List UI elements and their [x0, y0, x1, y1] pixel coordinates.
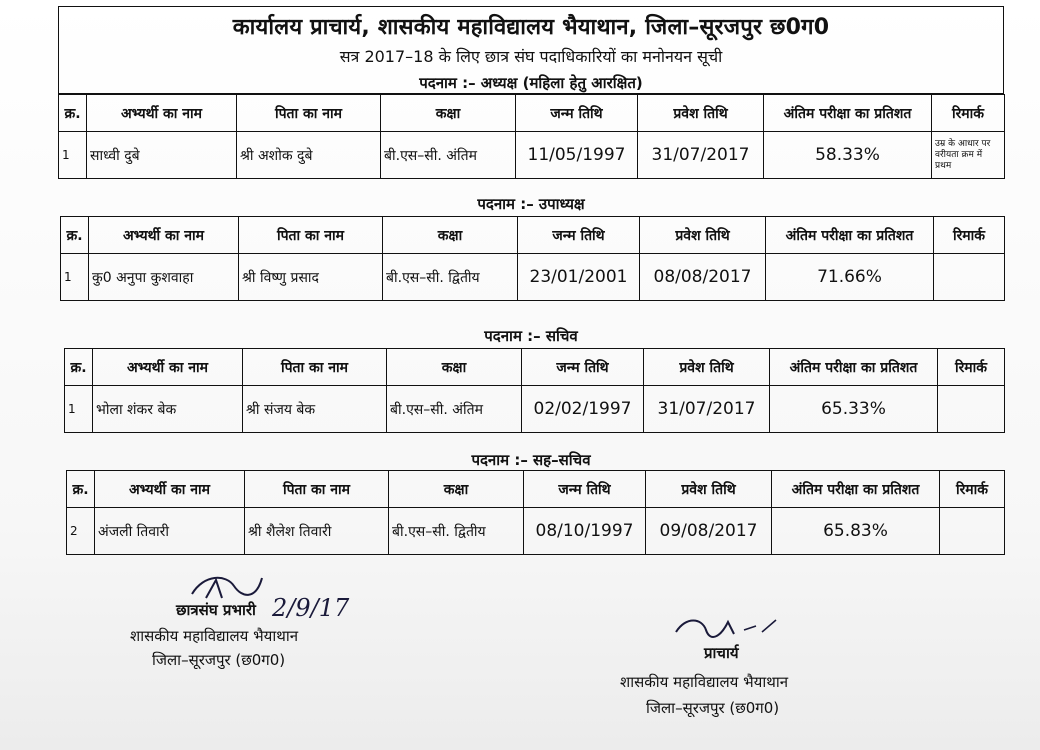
cell-dob: 02/02/1997 — [522, 386, 644, 433]
cell-name: अंजली तिवारी — [95, 508, 245, 555]
cell-class: बी.एस–सी. अंतिम — [387, 386, 522, 433]
cell-remark — [938, 386, 1005, 433]
cell-sr: 1 — [65, 386, 93, 433]
cell-dob: 11/05/1997 — [516, 132, 638, 179]
col-remark: रिमार्क — [940, 471, 1005, 508]
table-president — [58, 94, 1005, 179]
cell-sr: 1 — [61, 254, 89, 301]
cell-percent: 71.66% — [766, 254, 934, 301]
cell-father: श्री संजय बेक — [243, 386, 387, 433]
col-admission: प्रवेश तिथि — [640, 217, 766, 254]
col-class: कक्षा — [383, 217, 518, 254]
cell-remark — [940, 508, 1005, 555]
col-dob: जन्म तिथि — [518, 217, 640, 254]
left-signature-date: 2/9/17 — [272, 594, 350, 622]
col-dob: जन्म तिथि — [516, 95, 638, 132]
cell-class: बी.एस–सी. द्वितीय — [383, 254, 518, 301]
right-signatory-district: जिला–सूरजपुर (छ0ग0) — [646, 699, 780, 717]
right-signatory-college: शासकीय महाविद्यालय भैयाथान — [620, 673, 789, 691]
cell-father: श्री अशोक दुबे — [237, 132, 381, 179]
right-signatory-title: प्राचार्य — [704, 644, 739, 662]
table-header-row — [67, 471, 1005, 508]
col-class: कक्षा — [387, 349, 522, 386]
col-sr: क्र. — [65, 349, 93, 386]
col-percent: अंतिम परीक्षा का प्रतिशत — [766, 217, 934, 254]
col-name: अभ्यर्थी का नाम — [93, 349, 243, 386]
table-row — [65, 386, 1005, 433]
col-remark: रिमार्क — [934, 217, 1005, 254]
col-admission: प्रवेश तिथि — [644, 349, 770, 386]
table-header-row — [61, 217, 1005, 254]
left-signatory-college: शासकीय महाविद्यालय भैयाथान — [130, 627, 299, 645]
col-admission: प्रवेश तिथि — [638, 95, 764, 132]
table-header-row — [65, 349, 1005, 386]
cell-admission: 09/08/2017 — [646, 508, 772, 555]
table-row — [61, 254, 1005, 301]
col-sr: क्र. — [59, 95, 87, 132]
col-name: अभ्यर्थी का नाम — [89, 217, 239, 254]
left-signatory-district: जिला–सूरजपुर (छ0ग0) — [152, 651, 286, 669]
left-signatory-title: छात्रसंघ प्रभारी — [176, 601, 256, 619]
post-heading-president: पदनाम :– अध्यक्ष (महिला हेतु आरक्षित) — [419, 74, 643, 92]
cell-remark: उम्र के आधार पर वरीयता क्रम में प्रथम — [932, 132, 1005, 179]
cell-class: बी.एस–सी. द्वितीय — [389, 508, 524, 555]
cell-remark — [934, 254, 1005, 301]
table-header-row — [59, 95, 1005, 132]
col-dob: जन्म तिथि — [522, 349, 644, 386]
table-vice-president — [60, 216, 1005, 301]
document-title: कार्यालय प्राचार्य, शासकीय महाविद्यालय भैयाथान, जिला–सूरजपुर छ0ग0 — [232, 15, 830, 40]
col-class: कक्षा — [381, 95, 516, 132]
right-signature-scribble — [672, 612, 782, 644]
table-secretary — [64, 348, 1005, 433]
document-subtitle: सत्र 2017–18 के लिए छात्र संघ पदाधिकारियों का मनोनयन सूची — [339, 47, 723, 66]
cell-name: साध्वी दुबे — [87, 132, 237, 179]
post-heading-joint-secretary: पदनाम :– सह–सचिव — [471, 451, 591, 469]
col-percent: अंतिम परीक्षा का प्रतिशत — [764, 95, 932, 132]
cell-admission: 31/07/2017 — [644, 386, 770, 433]
cell-sr: 2 — [67, 508, 95, 555]
table-joint-secretary — [66, 470, 1005, 555]
cell-father: श्री विष्णु प्रसाद — [239, 254, 383, 301]
col-father: पिता का नाम — [239, 217, 383, 254]
cell-sr: 1 — [59, 132, 87, 179]
cell-percent: 65.33% — [770, 386, 938, 433]
cell-percent: 65.83% — [772, 508, 940, 555]
col-admission: प्रवेश तिथि — [646, 471, 772, 508]
col-remark: रिमार्क — [932, 95, 1005, 132]
col-class: कक्षा — [389, 471, 524, 508]
cell-father: श्री शैलेश तिवारी — [245, 508, 389, 555]
col-sr: क्र. — [67, 471, 95, 508]
cell-percent: 58.33% — [764, 132, 932, 179]
cell-admission: 31/07/2017 — [638, 132, 764, 179]
table-row — [59, 132, 1005, 179]
post-heading-vice-president: पदनाम :– उपाध्यक्ष — [477, 195, 585, 213]
cell-name: कु0 अनुपा कुशवाहा — [89, 254, 239, 301]
cell-class: बी.एस–सी. अंतिम — [381, 132, 516, 179]
cell-name: भोला शंकर बेक — [93, 386, 243, 433]
post-heading-secretary: पदनाम :– सचिव — [484, 327, 578, 345]
col-name: अभ्यर्थी का नाम — [95, 471, 245, 508]
col-percent: अंतिम परीक्षा का प्रतिशत — [770, 349, 938, 386]
col-father: पिता का नाम — [237, 95, 381, 132]
cell-admission: 08/08/2017 — [640, 254, 766, 301]
col-dob: जन्म तिथि — [524, 471, 646, 508]
col-percent: अंतिम परीक्षा का प्रतिशत — [772, 471, 940, 508]
cell-dob: 23/01/2001 — [518, 254, 640, 301]
table-row — [67, 508, 1005, 555]
cell-dob: 08/10/1997 — [524, 508, 646, 555]
col-father: पिता का नाम — [243, 349, 387, 386]
col-father: पिता का नाम — [245, 471, 389, 508]
col-sr: क्र. — [61, 217, 89, 254]
col-name: अभ्यर्थी का नाम — [87, 95, 237, 132]
col-remark: रिमार्क — [938, 349, 1005, 386]
